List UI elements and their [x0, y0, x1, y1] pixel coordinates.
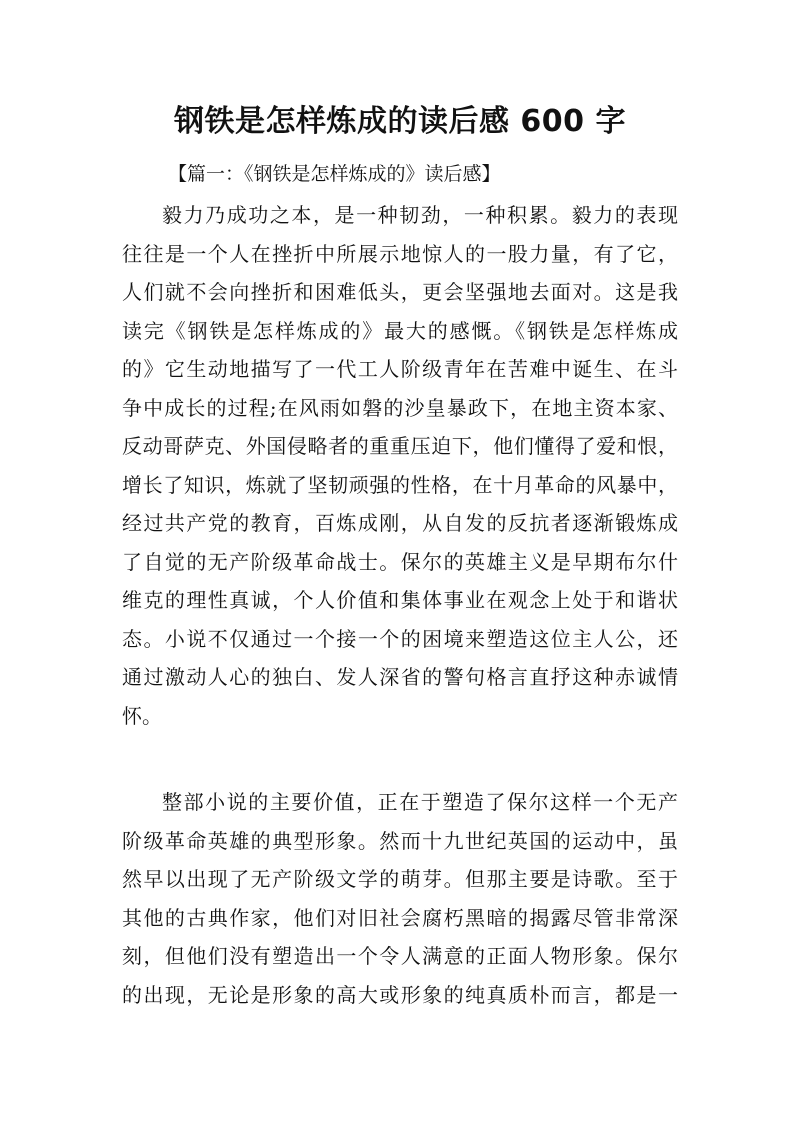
paragraph-line: 人们就不会向挫折和困难低头，更会坚强地去面对。这是我	[122, 280, 678, 304]
paragraph-line: 读完《钢铁是怎样炼成的》最大的感慨。《钢铁是怎样炼成	[122, 318, 678, 343]
paragraph-line: 其他的古典作家，他们对旧社会腐朽黑暗的揭露尽管非常深	[122, 905, 678, 930]
paragraph-line: 往往是一个人在挫折中所展示地惊人的一股力量，有了它，	[122, 241, 678, 266]
paragraph-line: 的出现，无论是形象的高大或形象的纯真质朴而言，都是一	[122, 982, 678, 1007]
paragraph-line: 整部小说的主要价值，正在于塑造了保尔这样一个无产	[162, 790, 678, 814]
paragraph-1	[122, 196, 678, 735]
paragraph-2	[122, 783, 678, 1014]
document-title: 钢铁是怎样炼成的读后感 600 字	[173, 104, 626, 139]
paragraph-line: 维克的理性真诚，个人价值和集体事业在观念上处于和谐状	[122, 588, 678, 612]
paragraph-line: 经过共产党的教育，百炼成刚，从自发的反抗者逐渐锻炼成	[122, 511, 678, 535]
paragraph-line: 态。小说不仅通过一个接一个的困境来塑造这位主人公，还	[122, 626, 678, 651]
paragraph-line: 通过激动人心的独白、发人深省的警句格言直抒这种赤诚情	[122, 665, 678, 689]
paragraph-line: 然早以出现了无产阶级文学的萌芽。但那主要是诗歌。至于	[122, 867, 678, 891]
paragraph-line: 增长了知识，炼就了坚韧顽强的性格，在十月革命的风暴中，	[122, 472, 678, 497]
section-heading: 【篇一：《钢铁是怎样炼成的》读后感】	[168, 163, 501, 185]
paragraph-line: 毅力乃成功之本，是一种韧劲，一种积累。毅力的表现	[162, 203, 678, 227]
paragraph-line: 怀。	[122, 703, 162, 728]
paragraph-line: 了自觉的无产阶级革命战士。保尔的英雄主义是早期布尔什	[122, 549, 678, 574]
paragraph-line: 刻，但他们没有塑造出一个令人满意的正面人物形象。保尔	[122, 944, 678, 968]
paragraph-line: 的》它生动地描写了一代工人阶级青年在苦难中诞生、在斗	[122, 357, 678, 381]
paragraph-line: 阶级革命英雄的典型形象。然而十九世纪英国的运动中，虽	[122, 828, 678, 853]
paragraph-line: 反动哥萨克、外国侵略者的重重压迫下，他们懂得了爱和恨，	[122, 434, 678, 458]
paragraph-line: 争中成长的过程;在风雨如磐的沙皇暴政下，在地主资本家、	[122, 395, 678, 420]
